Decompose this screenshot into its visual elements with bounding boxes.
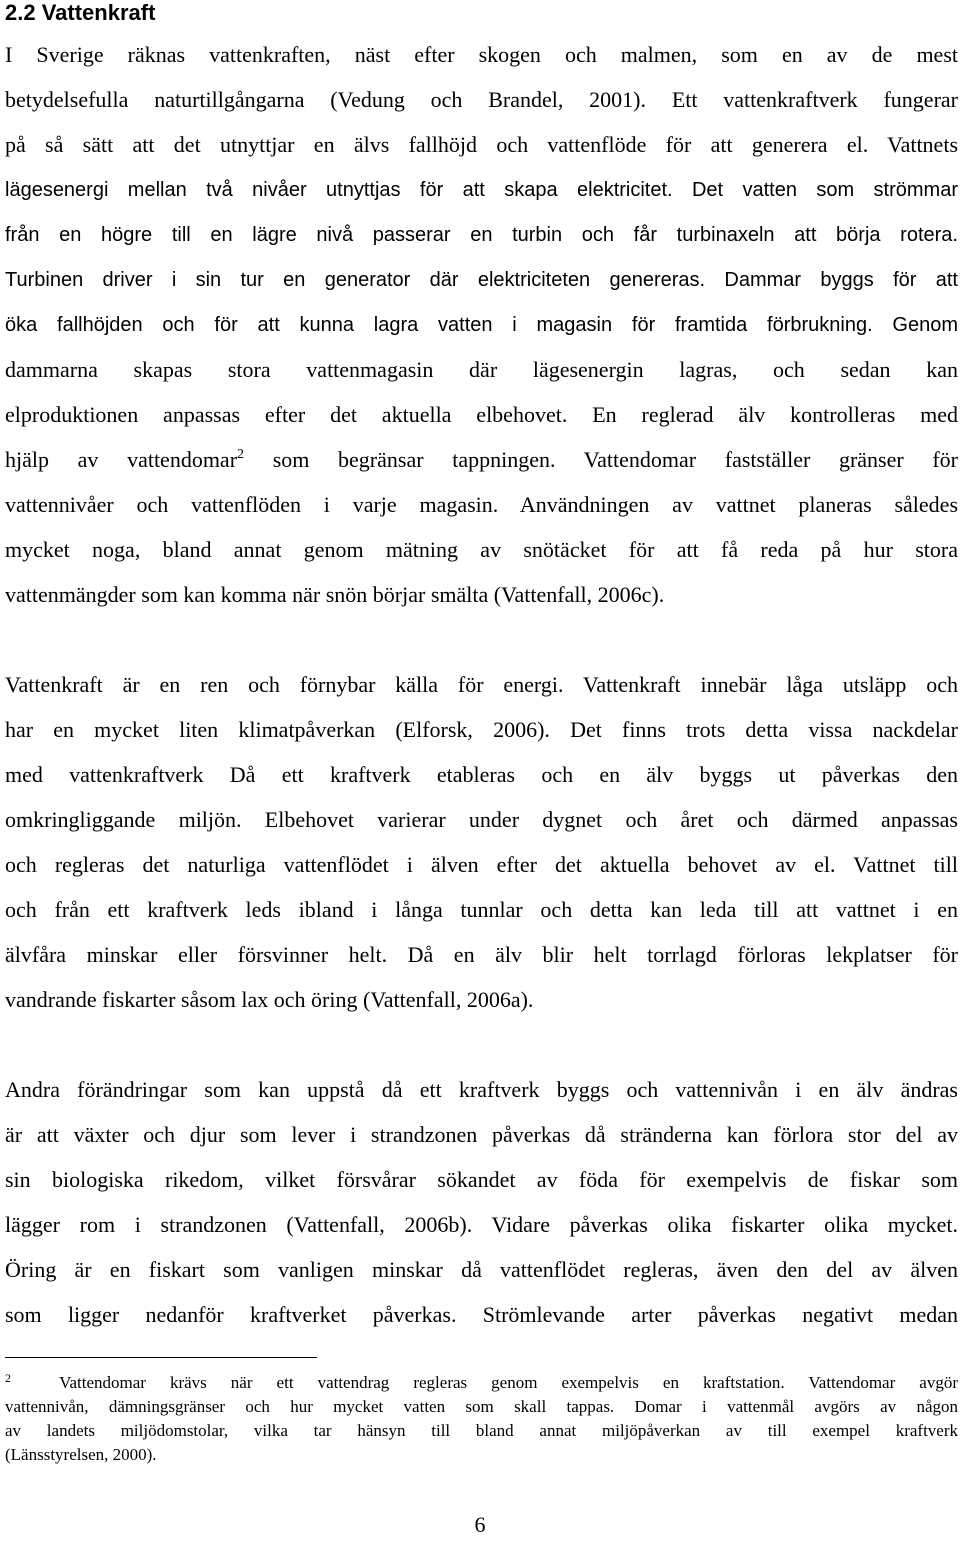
paragraph-line: omkringliggande miljön. Elbehovet varierar under dygnet och året och därmed anpassas [5,807,958,832]
paragraph-line: älvfåra minskar eller försvinner helt. Då en älv blir helt torrlagd förloras lekplatser för [5,942,958,967]
paragraph-line: och från ett kraftverk leds ibland i långa tunnlar och detta kan leda till att vattnet i en [5,897,958,922]
paragraph-line: från en högre till en lägre nivå passerar en turbin och får turbinaxeln att börja rotera. [5,224,958,246]
footnote-line: vattennivån, dämningsgränser och hur mycket vatten som skall tappas. Domar i vattenmål avgörs av någon [5,1397,958,1416]
line-segment [5,447,244,472]
line-segment: Turbinen driver i sin tur en generator där elektriciteten genereras. [5,269,706,291]
line-segment: som begränsar tappningen. Vattendomar fastställer gränser för [272,447,959,472]
line-segment: Det vatten som strömmar [691,179,958,201]
footnote-separator [5,1357,317,1358]
paragraph-line: Andra förändringar som kan uppstå då ett kraftverk byggs och vattennivån i en älv ändras [5,1077,958,1102]
footnote-reference[interactable]: 2 [237,447,245,462]
paragraph-line: vattenmängder som kan komma när snön börjar smälta (Vattenfall, 2006c). [5,582,665,607]
paragraph-line: Öring är en fiskart som vanligen minskar då vattenflödet regleras, även den del av älven [5,1257,958,1282]
line-segment: lägesenergi mellan två nivåer utnyttjas för att skapa elektricitet. [5,179,673,201]
paragraph-line: sin biologiska rikedom, vilket försvårar sökandet av föda för exempelvis de fiskar som [5,1167,958,1192]
page-number: 6 [474,1512,486,1537]
paragraph-line: elproduktionen anpassas efter det aktuella elbehovet. En reglerad älv kontrolleras med [5,402,958,427]
paragraph-line: mycket noga, bland annat genom mätning av snötäcket för att få reda på hur stora [5,537,958,562]
footnote-marker: 2 [5,1371,11,1385]
paragraph-line: är att växter och djur som lever i strandzonen påverkas då stränderna kan förlora stor del av [5,1122,958,1147]
paragraph-line: har en mycket liten klimatpåverkan (Elforsk, 2006). Det finns trots detta vissa nackdelar [5,717,958,742]
paragraph-line: vandrande fiskarter såsom lax och öring (Vattenfall, 2006a). [5,987,534,1012]
line-text: hjälp av vattendomar [5,447,238,472]
line-segment: Genom [892,314,959,336]
footnote-line [5,1372,958,1394]
line-segment [5,1373,958,1392]
paragraph-line: och regleras det naturliga vattenflödet i älven efter det aktuella behovet av el. Vattnet till [5,852,958,877]
paragraph-line [5,310,958,340]
footnote-text: Vattendomar krävs när ett vattendrag regleras genom exempelvis en kraftstation. Vattendomar avgör [59,1373,958,1392]
line-segment: Dammar byggs för att [724,269,958,291]
footnote-line: (Länsstyrelsen, 2000). [5,1445,157,1464]
paragraph-line: på så sätt att det utnyttjar en älvs fallhöjd och vattenflöde för att generera el. Vattnets [5,132,958,157]
paragraph-line: Vattenkraft är en ren och förnybar källa för energi. Vattenkraft innebär låga utsläpp och [5,672,958,697]
footnote-line: av landets miljödomstolar, vilka tar hänsyn till bland annat miljöpåverkan av till exempel kraftverk [5,1421,958,1440]
paragraph-line: lägger rom i strandzonen (Vattenfall, 2006b). Vidare påverkas olika fiskarter olika mycket. [5,1212,958,1237]
paragraph-line: vattennivåer och vattenflöden i varje magasin. Användningen av vattnet planeras således [5,492,958,517]
section-heading: 2.2 Vattenkraft [5,0,156,25]
paragraph-line: I Sverige räknas vattenkraften, näst efter skogen och malmen, som en av de mest [5,42,958,67]
paragraph-line: med vattenkraftverk Då ett kraftverk etableras och en älv byggs ut påverkas den [5,762,958,787]
paragraph-line [5,265,958,295]
paragraph-line [5,175,958,205]
paragraph-line: betydelsefulla naturtillgångarna (Vedung och Brandel, 2001). Ett vattenkraftverk fungerar [5,87,958,112]
paragraph-line: som ligger nedanför kraftverket påverkas. Strömlevande arter påverkas negativt medan [5,1302,958,1327]
paragraph-line [5,445,958,475]
line-segment: öka fallhöjden och för att kunna lagra vatten i magasin för framtida förbrukning. [5,314,873,336]
paragraph-line: dammarna skapas stora vattenmagasin där lägesenergin lagras, och sedan kan [5,357,958,382]
